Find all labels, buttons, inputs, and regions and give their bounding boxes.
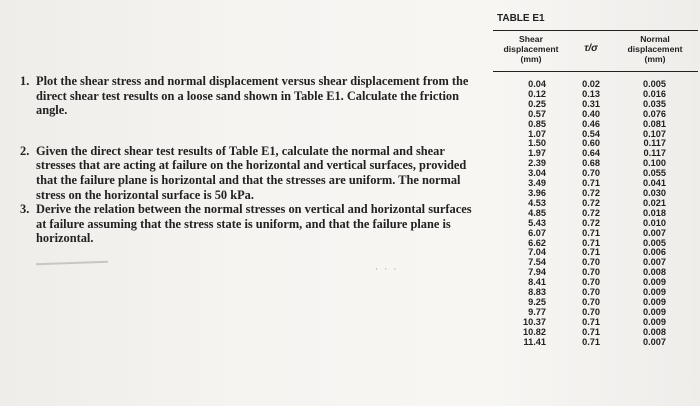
table-cell: 7.94 — [528, 267, 546, 278]
problem-number: 3. — [20, 202, 30, 217]
table-cell: 0.70 — [582, 168, 600, 179]
table-cell: 4.53 — [528, 197, 546, 208]
header-line: displacement — [627, 44, 683, 54]
table-cell: 0.055 — [643, 168, 666, 179]
header-rule — [493, 71, 698, 72]
table-cell: 0.035 — [643, 98, 666, 109]
problem-list — [6, 74, 476, 246]
pen-mark — [36, 261, 108, 266]
column-tau-sigma — [573, 80, 600, 347]
table-cell: 0.04 — [528, 79, 546, 89]
table-cell: 0.70 — [582, 277, 600, 288]
header-normal-displacement — [616, 34, 694, 64]
table-cell: 0.71 — [582, 237, 600, 248]
table-cell: 0.009 — [643, 306, 666, 317]
table-cell: 0.71 — [582, 178, 600, 189]
table-cell: 0.007 — [643, 227, 666, 238]
table-cell: 10.37 — [523, 316, 546, 327]
header-line: Normal — [640, 34, 670, 44]
table-cell: 0.007 — [643, 336, 666, 347]
header-shear-displacement — [498, 34, 564, 64]
table-cell: 0.010 — [643, 217, 666, 228]
table-cell: 0.107 — [643, 128, 666, 139]
table-cell: 5.43 — [528, 217, 546, 228]
table-cell: 2.39 — [528, 158, 546, 169]
table-cell: 0.70 — [582, 267, 600, 278]
table-cell: 0.72 — [582, 207, 600, 218]
table-cell: 0.021 — [643, 197, 666, 208]
table-cell: 8.83 — [528, 287, 546, 298]
problem-text: Derive the relation between the normal stresses on vertical and horizontal surfaces at failure assuming that the stress state is uniform, and that the failure plane is horizontal. — [36, 202, 472, 246]
table-cell: 3.04 — [528, 168, 546, 179]
table-cell: 0.54 — [582, 128, 600, 139]
table-cell: 0.008 — [643, 267, 666, 278]
column-normal-displacement — [626, 80, 666, 347]
table-cell: 0.009 — [643, 287, 666, 298]
table-cell: 11.41 — [523, 336, 546, 347]
table-cell: 0.030 — [643, 187, 666, 198]
table-cell: 0.081 — [643, 118, 666, 129]
table-cell: 3.49 — [528, 178, 546, 189]
table-cell: 0.018 — [643, 207, 666, 218]
table-cell: 0.70 — [582, 287, 600, 298]
table-cell: 0.12 — [528, 88, 546, 99]
table-cell: 0.007 — [643, 257, 666, 268]
table-cell: 0.60 — [582, 138, 600, 149]
problem-number: 2. — [20, 143, 30, 158]
table-cell: 0.70 — [582, 296, 600, 307]
table-cell: 0.71 — [582, 247, 600, 258]
table-cell: 0.005 — [643, 79, 666, 89]
table-cell: 0.31 — [582, 98, 600, 109]
table-cell: 0.13 — [582, 88, 600, 99]
table-cell: 0.71 — [582, 336, 600, 347]
problem-text: Plot the shear stress and normal displacement versus shear displacement from the direct shear test results on a loose sand shown in Table E1. Calculate the friction angle. — [36, 74, 469, 118]
table-cell: 0.005 — [643, 237, 666, 248]
table-cell: 0.016 — [643, 88, 666, 99]
problem-text: Given the direct shear test results of Table E1, calculate the normal and shear stresses that are acting at failure on the horizontal and vertical surfaces, provided that the failure plane is horizontal and that the stresses are uniform. The normal stress on the horizontal surface is 50 kPa. — [36, 143, 467, 202]
table-cell: 0.57 — [528, 108, 546, 119]
table-cell: 0.71 — [582, 227, 600, 238]
table-cell: 8.41 — [528, 277, 546, 288]
table-cell: 0.009 — [643, 316, 666, 327]
problem-number: 1. — [20, 74, 30, 88]
header-line: displacement — [503, 44, 559, 54]
table-top-rule — [493, 30, 698, 31]
table-cell: 7.54 — [528, 257, 546, 268]
table-cell: 0.71 — [582, 316, 600, 327]
table-cell: 0.02 — [582, 79, 600, 89]
table-cell: 1.97 — [528, 148, 546, 159]
table-cell: 0.46 — [582, 118, 600, 129]
table-cell: 0.008 — [643, 326, 666, 337]
table-cell: 0.85 — [528, 118, 546, 129]
column-shear-displacement — [496, 80, 546, 347]
table-cell: 0.70 — [582, 306, 600, 317]
table-cell: 3.96 — [528, 187, 546, 198]
table-cell: 0.70 — [582, 257, 600, 268]
table-title: TABLE E1 — [497, 13, 545, 24]
problem-1 — [6, 74, 476, 118]
problem-2 — [6, 144, 476, 202]
table-cell: 0.117 — [643, 148, 666, 159]
table-cell: 6.62 — [528, 237, 546, 248]
table-cell: 7.04 — [528, 247, 546, 258]
table-cell: 0.006 — [643, 247, 666, 258]
table-cell: 0.041 — [643, 178, 666, 189]
table-cell: 1.50 — [528, 138, 546, 149]
table-cell: 0.40 — [582, 108, 600, 119]
header-line: (mm) — [520, 54, 542, 64]
pencil-marks: · · · — [375, 264, 399, 274]
table-cell: 0.68 — [582, 158, 600, 169]
table-cell: 0.25 — [528, 98, 546, 109]
header-line: (mm) — [644, 54, 666, 64]
table-cell: 0.72 — [582, 197, 600, 208]
table-cell: 0.71 — [582, 326, 600, 337]
header-tau-sigma: τ/σ — [584, 43, 598, 54]
table-cell: 0.72 — [582, 217, 600, 228]
table-cell: 4.85 — [528, 207, 546, 218]
problem-3 — [6, 202, 476, 246]
table-cell: 0.117 — [643, 138, 666, 149]
table-cell: 0.009 — [643, 296, 666, 307]
table-cell: 0.076 — [643, 108, 666, 119]
table-cell: 0.64 — [582, 148, 600, 159]
table-cell: 6.07 — [528, 227, 546, 238]
header-line: Shear — [519, 34, 543, 44]
table-cell: 1.07 — [528, 128, 546, 139]
table-cell: 9.77 — [528, 306, 546, 317]
table-cell: 0.100 — [643, 158, 666, 169]
table-cell: 0.009 — [643, 277, 666, 288]
table-cell: 0.72 — [582, 187, 600, 198]
table-cell: 9.25 — [528, 296, 546, 307]
table-cell: 10.82 — [523, 326, 546, 337]
